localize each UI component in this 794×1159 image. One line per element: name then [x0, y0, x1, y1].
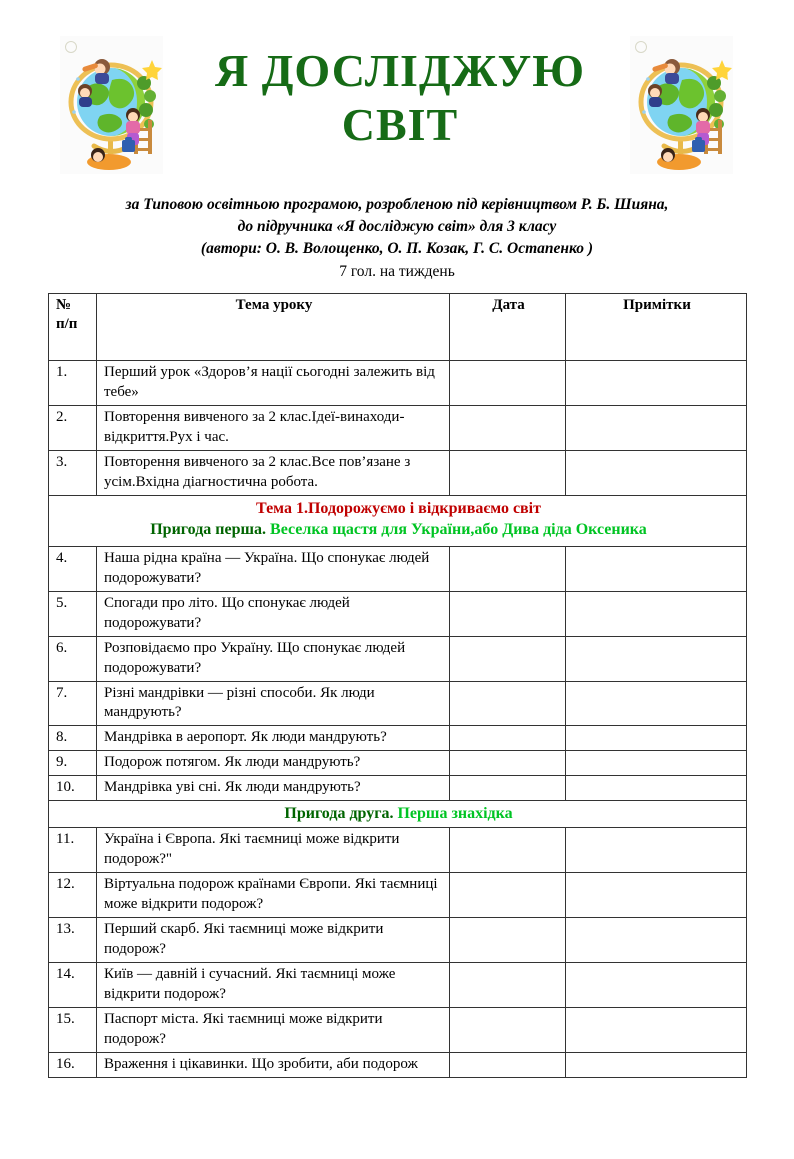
- cell-lesson-number: 12.: [49, 873, 97, 918]
- cell-lesson-number: 2.: [49, 406, 97, 451]
- cell-lesson-date[interactable]: [450, 546, 566, 591]
- table-row: [49, 546, 747, 591]
- lesson-plan-table: [48, 293, 747, 1077]
- cell-lesson-note[interactable]: [566, 1007, 747, 1052]
- cell-lesson-note[interactable]: [566, 451, 747, 496]
- cell-lesson-date[interactable]: [450, 828, 566, 873]
- table-row: [49, 726, 747, 751]
- cell-lesson-theme: Мандрівка в аеропорт. Як люди мандрують?: [97, 726, 450, 751]
- title-block: [175, 44, 625, 153]
- cell-lesson-number: 16.: [49, 1052, 97, 1077]
- section-heading-segment: Перша знахідка: [397, 805, 513, 823]
- cell-lesson-date[interactable]: [450, 962, 566, 1007]
- document-header: [0, 36, 794, 188]
- section-heading-segment: Пригода перша.: [150, 521, 271, 539]
- globe-with-children-illustration-right: [630, 36, 733, 174]
- cell-lesson-theme: Перший скарб. Які таємниці може відкрити подорож?: [97, 917, 450, 962]
- section-heading-cell: [49, 801, 747, 828]
- cell-lesson-date[interactable]: [450, 406, 566, 451]
- table-section-row: [49, 801, 747, 828]
- cell-lesson-number: 5.: [49, 591, 97, 636]
- subtitle-block: [0, 194, 794, 283]
- table-row: [49, 751, 747, 776]
- cell-lesson-theme: Україна і Європа. Які таємниці може відкрити подорож?": [97, 828, 450, 873]
- table-row: [49, 962, 747, 1007]
- cell-lesson-date[interactable]: [450, 917, 566, 962]
- section-heading-line-1: [56, 498, 741, 519]
- lesson-plan-table-wrapper: [48, 293, 746, 1077]
- column-header-number-line2: п/п: [56, 316, 78, 333]
- cell-lesson-theme: Віртуальна подорож країнами Європи. Які таємниці може відкрити подорож?: [97, 873, 450, 918]
- table-row: [49, 917, 747, 962]
- table-row: [49, 873, 747, 918]
- cell-lesson-note[interactable]: [566, 361, 747, 406]
- table-row: [49, 1052, 747, 1077]
- table-row: [49, 681, 747, 726]
- table-row: [49, 1007, 747, 1052]
- cell-lesson-theme: Враження і цікавинки. Що зробити, аби подорож: [97, 1052, 450, 1077]
- cell-lesson-note[interactable]: [566, 546, 747, 591]
- globe-with-children-illustration-left: [60, 36, 163, 174]
- subtitle-authors-line: (автори: О. В. Волощенко, О. П. Козак, Г. С. Остапенко ): [200, 240, 594, 257]
- column-header-note: Примітки: [566, 294, 747, 361]
- section-heading-segment: Веселка щастя для України,або Дива діда Оксеника: [270, 521, 647, 539]
- cell-lesson-date[interactable]: [450, 1007, 566, 1052]
- page-title-line-2: СВІТ: [341, 99, 459, 151]
- cell-lesson-theme: Перший урок «Здоров’я нації сьогодні залежить від тебе»: [97, 361, 450, 406]
- cell-lesson-theme: Київ — давній і сучасний. Які таємниці може відкрити подорож?: [97, 962, 450, 1007]
- page-title-line-1: Я ДОСЛІДЖУЮ: [215, 45, 585, 96]
- column-header-number: [49, 294, 97, 361]
- document-page: [0, 36, 794, 1159]
- column-header-date: Дата: [450, 294, 566, 361]
- cell-lesson-note[interactable]: [566, 962, 747, 1007]
- cell-lesson-date[interactable]: [450, 726, 566, 751]
- section-heading-segment: Пригода друга.: [284, 805, 398, 823]
- cell-lesson-date[interactable]: [450, 873, 566, 918]
- column-header-theme: Тема уроку: [97, 294, 450, 361]
- table-row: [49, 776, 747, 801]
- cell-lesson-theme: Повторення вивченого за 2 клас.Все пов’язане з усім.Вхідна діагностична робота.: [97, 451, 450, 496]
- cell-lesson-date[interactable]: [450, 591, 566, 636]
- cell-lesson-note[interactable]: [566, 917, 747, 962]
- table-header: [49, 294, 747, 361]
- cell-lesson-note[interactable]: [566, 751, 747, 776]
- cell-lesson-date[interactable]: [450, 451, 566, 496]
- cell-lesson-note[interactable]: [566, 828, 747, 873]
- cell-lesson-theme: Різні мандрівки — різні способи. Як люди мандрують?: [97, 681, 450, 726]
- section-heading-line-1: [56, 803, 741, 824]
- cell-lesson-theme: Подорож потягом. Як люди мандрують?: [97, 751, 450, 776]
- cell-lesson-date[interactable]: [450, 361, 566, 406]
- cell-lesson-number: 9.: [49, 751, 97, 776]
- cell-lesson-number: 1.: [49, 361, 97, 406]
- cell-lesson-note[interactable]: [566, 1052, 747, 1077]
- subtitle-textbook-line: до підручника «Я досліджую світ» для 3 класу: [237, 218, 557, 235]
- section-heading-segment: Тема 1.Подорожуємо і відкриваємо світ: [256, 499, 541, 517]
- table-row: [49, 828, 747, 873]
- table-row: [49, 406, 747, 451]
- cell-lesson-note[interactable]: [566, 636, 747, 681]
- cell-lesson-note[interactable]: [566, 406, 747, 451]
- cell-lesson-note[interactable]: [566, 776, 747, 801]
- cell-lesson-date[interactable]: [450, 751, 566, 776]
- cell-lesson-date[interactable]: [450, 1052, 566, 1077]
- cell-lesson-theme: Паспорт міста. Які таємниці може відкрити подорож?: [97, 1007, 450, 1052]
- cell-lesson-number: 7.: [49, 681, 97, 726]
- cell-lesson-date[interactable]: [450, 776, 566, 801]
- section-heading-line-2: [56, 519, 741, 540]
- column-header-number-line1: №: [56, 297, 72, 314]
- cell-lesson-date[interactable]: [450, 681, 566, 726]
- cell-lesson-date[interactable]: [450, 636, 566, 681]
- cell-lesson-theme: Спогади про літо. Що спонукає людей подорожувати?: [97, 591, 450, 636]
- cell-lesson-number: 3.: [49, 451, 97, 496]
- cell-lesson-number: 8.: [49, 726, 97, 751]
- subtitle-program-line: за Типовою освітньою програмою, розробленою під керівництвом Р. Б. Шияна,: [125, 196, 669, 213]
- table-row: [49, 636, 747, 681]
- cell-lesson-number: 13.: [49, 917, 97, 962]
- cell-lesson-number: 14.: [49, 962, 97, 1007]
- table-body: [49, 361, 747, 1077]
- table-section-row: [49, 495, 747, 546]
- table-row: [49, 451, 747, 496]
- cell-lesson-number: 4.: [49, 546, 97, 591]
- cell-lesson-number: 6.: [49, 636, 97, 681]
- cell-lesson-note[interactable]: [566, 873, 747, 918]
- cell-lesson-theme: Повторення вивченого за 2 клас.Ідеї-винаходи-відкриття.Рух і час.: [97, 406, 450, 451]
- table-row: [49, 591, 747, 636]
- section-heading-cell: [49, 495, 747, 546]
- cell-lesson-note[interactable]: [566, 591, 747, 636]
- cell-lesson-theme: Мандрівка уві сні. Як люди мандрують?: [97, 776, 450, 801]
- cell-lesson-number: 11.: [49, 828, 97, 873]
- cell-lesson-theme: Наша рідна країна — Україна. Що спонукає людей подорожувати?: [97, 546, 450, 591]
- cell-lesson-note[interactable]: [566, 681, 747, 726]
- cell-lesson-theme: Розповідаємо про Україну. Що спонукає людей подорожувати?: [97, 636, 450, 681]
- table-row: [49, 361, 747, 406]
- subtitle-hours-line: 7 гол. на тиждень: [339, 263, 455, 280]
- cell-lesson-note[interactable]: [566, 726, 747, 751]
- cell-lesson-number: 10.: [49, 776, 97, 801]
- table-header-row: [49, 294, 747, 361]
- cell-lesson-number: 15.: [49, 1007, 97, 1052]
